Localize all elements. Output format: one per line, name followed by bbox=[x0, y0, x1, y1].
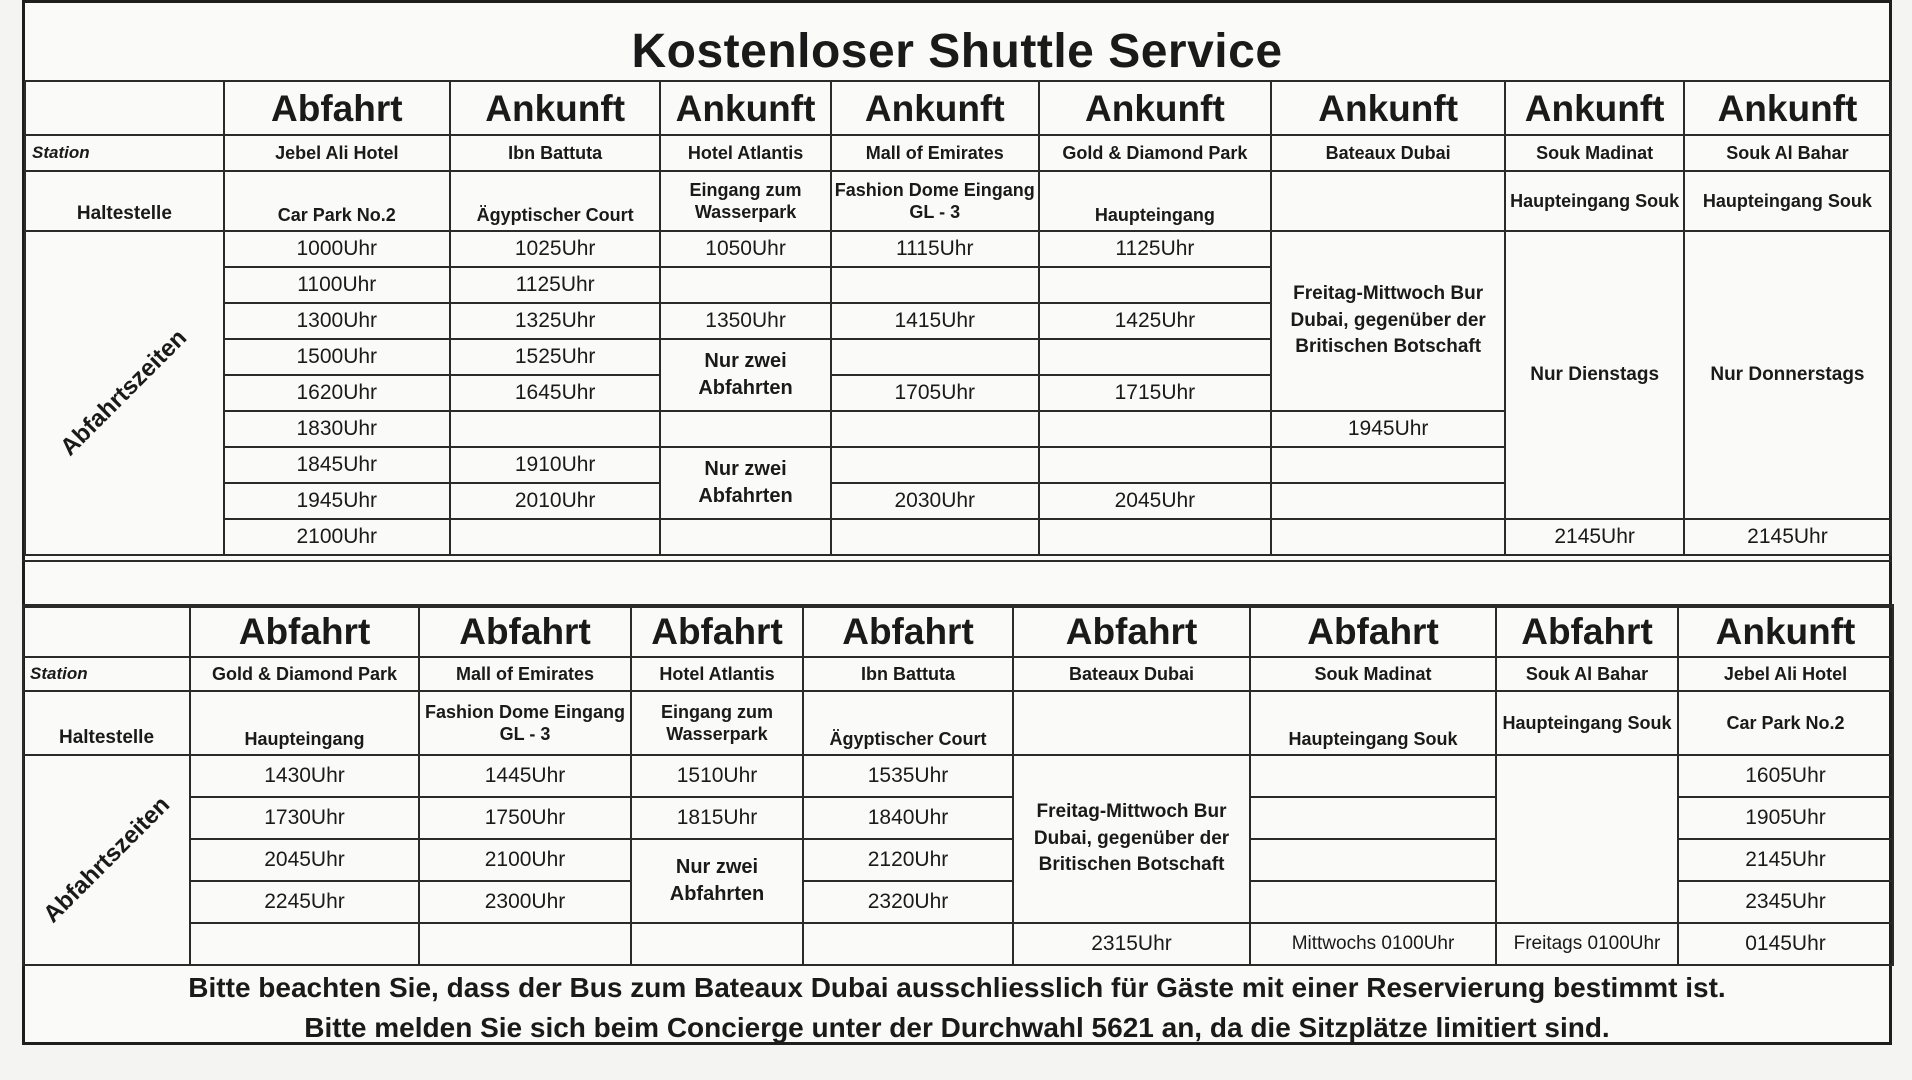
time-cell bbox=[660, 411, 830, 447]
time-cell bbox=[1271, 483, 1505, 519]
station-name: Mall of Emirates bbox=[831, 135, 1039, 171]
time-cell: 2320Uhr bbox=[803, 881, 1013, 923]
time-cell: 1430Uhr bbox=[190, 755, 419, 797]
time-cell: 1415Uhr bbox=[831, 303, 1039, 339]
stop-name: Haupteingang Souk bbox=[1684, 171, 1891, 231]
time-cell: 1845Uhr bbox=[224, 447, 450, 483]
time-cell bbox=[450, 411, 661, 447]
time-cell: 1100Uhr bbox=[224, 267, 450, 303]
time-cell: 1905Uhr bbox=[1678, 797, 1893, 839]
stop-name: Haupteingang Souk bbox=[1250, 691, 1496, 755]
time-cell: 2300Uhr bbox=[419, 881, 631, 923]
time-cell bbox=[831, 339, 1039, 375]
station-name: Souk Al Bahar bbox=[1496, 657, 1678, 691]
bahar-empty-cell bbox=[1496, 755, 1678, 923]
stop-name: Car Park No.2 bbox=[1678, 691, 1893, 755]
station-name: Souk Madinat bbox=[1250, 657, 1496, 691]
time-cell: 1620Uhr bbox=[224, 375, 450, 411]
time-cell bbox=[1250, 839, 1496, 881]
station-name: Gold & Diamond Park bbox=[190, 657, 419, 691]
time-cell: 2345Uhr bbox=[1678, 881, 1893, 923]
corner-cell bbox=[25, 81, 224, 135]
station-name: Souk Madinat bbox=[1505, 135, 1684, 171]
table-separator bbox=[22, 560, 1892, 608]
stop-name: Fashion Dome Eingang GL - 3 bbox=[831, 171, 1039, 231]
stop-name: Fashion Dome Eingang GL - 3 bbox=[419, 691, 631, 755]
station-name: Hotel Atlantis bbox=[660, 135, 830, 171]
time-cell: 1840Uhr bbox=[803, 797, 1013, 839]
time-cell: 1500Uhr bbox=[224, 339, 450, 375]
time-cell: 1645Uhr bbox=[450, 375, 661, 411]
time-cell bbox=[1039, 411, 1271, 447]
time-cell: 1445Uhr bbox=[419, 755, 631, 797]
time-cell: 2045Uhr bbox=[1039, 483, 1271, 519]
station-name: Bateaux Dubai bbox=[1271, 135, 1505, 171]
stop-name: Ägyptischer Court bbox=[450, 171, 661, 231]
direction-header: Ankunft bbox=[1684, 81, 1891, 135]
station-name: Hotel Atlantis bbox=[631, 657, 803, 691]
time-cell: 1115Uhr bbox=[831, 231, 1039, 267]
time-cell: 1815Uhr bbox=[631, 797, 803, 839]
direction-header: Abfahrt bbox=[190, 605, 419, 657]
corner-cell bbox=[23, 605, 190, 657]
time-cell: 1510Uhr bbox=[631, 755, 803, 797]
time-cell bbox=[831, 519, 1039, 555]
time-cell bbox=[631, 923, 803, 965]
station-name: Ibn Battuta bbox=[450, 135, 661, 171]
time-cell: 1910Uhr bbox=[450, 447, 661, 483]
station-name: Souk Al Bahar bbox=[1684, 135, 1891, 171]
time-cell: 2045Uhr bbox=[190, 839, 419, 881]
direction-header: Abfahrt bbox=[1250, 605, 1496, 657]
bahar-time: Freitags 0100Uhr bbox=[1496, 923, 1678, 965]
direction-header: Ankunft bbox=[1271, 81, 1505, 135]
time-cell: 1535Uhr bbox=[803, 755, 1013, 797]
time-cell bbox=[831, 447, 1039, 483]
time-cell bbox=[660, 519, 830, 555]
time-cell: 2100Uhr bbox=[419, 839, 631, 881]
time-cell: 1750Uhr bbox=[419, 797, 631, 839]
time-cell: 1325Uhr bbox=[450, 303, 661, 339]
bateaux-note: Freitag-Mittwoch Bur Dubai, gegenüber der Britischen Botschaft bbox=[1271, 231, 1505, 411]
time-cell bbox=[1250, 797, 1496, 839]
footer-notice bbox=[22, 968, 1892, 1048]
time-cell: 1300Uhr bbox=[224, 303, 450, 339]
time-cell: 1125Uhr bbox=[450, 267, 661, 303]
time-cell bbox=[1039, 447, 1271, 483]
station-name: Jebel Ali Hotel bbox=[1678, 657, 1893, 691]
direction-header: Ankunft bbox=[1505, 81, 1684, 135]
time-cell: 0145Uhr bbox=[1678, 923, 1893, 965]
atlantis-note: Nur zwei Abfahrten bbox=[660, 447, 830, 519]
direction-header: Abfahrt bbox=[1496, 605, 1678, 657]
stop-name: Haupteingang Souk bbox=[1505, 171, 1684, 231]
time-cell: 2145Uhr bbox=[1678, 839, 1893, 881]
direction-header: Ankunft bbox=[450, 81, 661, 135]
time-cell: 1025Uhr bbox=[450, 231, 661, 267]
time-cell: 2010Uhr bbox=[450, 483, 661, 519]
stop-name: Haupteingang bbox=[1039, 171, 1271, 231]
time-cell: 1715Uhr bbox=[1039, 375, 1271, 411]
bateaux-note: Freitag-Mittwoch Bur Dubai, gegenüber der Britischen Botschaft bbox=[1013, 755, 1250, 923]
atlantis-note: Nur zwei Abfahrten bbox=[660, 339, 830, 411]
time-cell bbox=[190, 923, 419, 965]
station-name: Jebel Ali Hotel bbox=[224, 135, 450, 171]
time-cell: 1050Uhr bbox=[660, 231, 830, 267]
time-cell: 1350Uhr bbox=[660, 303, 830, 339]
time-cell bbox=[803, 923, 1013, 965]
bateaux-time: 1945Uhr bbox=[1271, 411, 1505, 447]
time-cell bbox=[419, 923, 631, 965]
stop-name bbox=[1271, 171, 1505, 231]
time-cell bbox=[1039, 519, 1271, 555]
return-schedule-table bbox=[22, 604, 1894, 966]
time-cell: 2120Uhr bbox=[803, 839, 1013, 881]
time-cell bbox=[660, 267, 830, 303]
direction-header: Abfahrt bbox=[419, 605, 631, 657]
page-title: Kostenloser Shuttle Service bbox=[631, 25, 1283, 78]
time-cell: 1000Uhr bbox=[224, 231, 450, 267]
footer-line-2: Bitte melden Sie sich beim Concierge unter der Durchwahl 5621 an, da die Sitzplätze limitiert sind. bbox=[304, 1012, 1610, 1043]
direction-header: Abfahrt bbox=[1013, 605, 1250, 657]
stop-name: Eingang zum Wasserpark bbox=[660, 171, 830, 231]
direction-header: Abfahrt bbox=[803, 605, 1013, 657]
stop-name: Car Park No.2 bbox=[224, 171, 450, 231]
direction-header: Ankunft bbox=[1678, 605, 1893, 657]
madinat-time: Mittwochs 0100Uhr bbox=[1250, 923, 1496, 965]
time-cell: 1525Uhr bbox=[450, 339, 661, 375]
outbound-schedule-table bbox=[24, 80, 1892, 556]
time-cell bbox=[1271, 519, 1505, 555]
haltestelle-label: Haltestelle bbox=[23, 691, 190, 755]
time-cell: 1125Uhr bbox=[1039, 231, 1271, 267]
stop-name: Eingang zum Wasserpark bbox=[631, 691, 803, 755]
direction-header: Abfahrt bbox=[224, 81, 450, 135]
station-name: Mall of Emirates bbox=[419, 657, 631, 691]
stop-name: Ägyptischer Court bbox=[803, 691, 1013, 755]
abfahrtszeiten-label: Abfahrtszeiten bbox=[55, 324, 193, 462]
time-cell: 2100Uhr bbox=[224, 519, 450, 555]
time-cell: 1830Uhr bbox=[224, 411, 450, 447]
abfahrtszeiten-label: Abfahrtszeiten bbox=[37, 791, 175, 929]
bahar-note: Nur Donnerstags bbox=[1684, 231, 1891, 519]
footer-line-1: Bitte beachten Sie, dass der Bus zum Bateaux Dubai ausschliesslich für Gäste mit einer Reservierung bestimmt ist. bbox=[188, 972, 1726, 1003]
station-name: Bateaux Dubai bbox=[1013, 657, 1250, 691]
bahar-time: 2145Uhr bbox=[1684, 519, 1891, 555]
time-cell bbox=[1271, 447, 1505, 483]
atlantis-note: Nur zwei Abfahrten bbox=[631, 839, 803, 923]
stop-name: Haupteingang bbox=[190, 691, 419, 755]
station-name: Ibn Battuta bbox=[803, 657, 1013, 691]
haltestelle-label: Haltestelle bbox=[25, 171, 224, 231]
time-cell bbox=[831, 411, 1039, 447]
time-cell: 1945Uhr bbox=[224, 483, 450, 519]
time-cell bbox=[1039, 267, 1271, 303]
direction-header: Ankunft bbox=[660, 81, 830, 135]
time-cell: 1605Uhr bbox=[1678, 755, 1893, 797]
time-cell bbox=[450, 519, 661, 555]
station-name: Gold & Diamond Park bbox=[1039, 135, 1271, 171]
time-cell bbox=[1039, 339, 1271, 375]
direction-header: Ankunft bbox=[831, 81, 1039, 135]
stop-name: Haupteingang Souk bbox=[1496, 691, 1678, 755]
bateaux-time: 2315Uhr bbox=[1013, 923, 1250, 965]
time-cell bbox=[1250, 881, 1496, 923]
madinat-time: 2145Uhr bbox=[1505, 519, 1684, 555]
time-cell: 1705Uhr bbox=[831, 375, 1039, 411]
time-cell: 2030Uhr bbox=[831, 483, 1039, 519]
madinat-note: Nur Dienstags bbox=[1505, 231, 1684, 519]
time-cell: 2245Uhr bbox=[190, 881, 419, 923]
direction-header: Ankunft bbox=[1039, 81, 1271, 135]
abfahrtszeiten-label-cell bbox=[25, 231, 224, 555]
direction-header: Abfahrt bbox=[631, 605, 803, 657]
station-label: Station bbox=[25, 135, 224, 171]
abfahrtszeiten-label-cell bbox=[23, 755, 190, 965]
time-cell: 1425Uhr bbox=[1039, 303, 1271, 339]
time-cell: 1730Uhr bbox=[190, 797, 419, 839]
station-label: Station bbox=[23, 657, 190, 691]
stop-name bbox=[1013, 691, 1250, 755]
time-cell bbox=[1250, 755, 1496, 797]
time-cell bbox=[831, 267, 1039, 303]
